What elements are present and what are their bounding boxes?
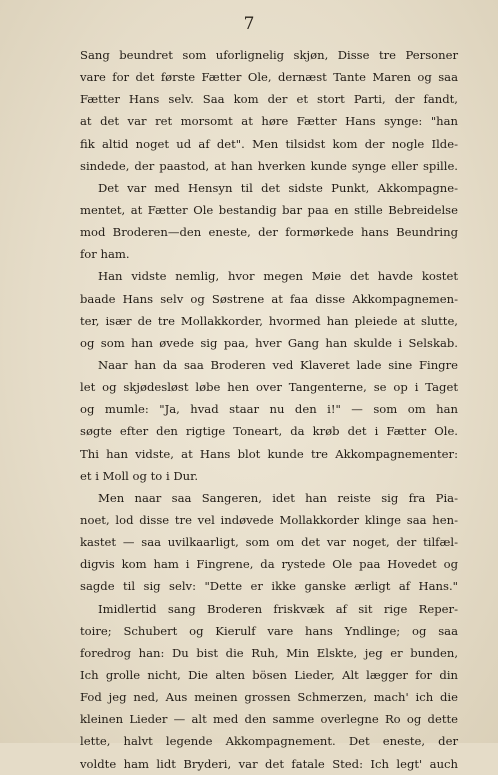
text-line: lette, halvt legende Akkompagnement. Det eneste, der [80, 734, 458, 749]
text-line: baade Hans selv og Søstrene at faa disse Akkompagnemen- [80, 291, 458, 306]
text-line: Sang beundret som uforlignelig skjøn, Disse tre Personer [80, 48, 458, 62]
text-line: og som han øvede sig paa, hver Gang han skulde i Selskab. [80, 335, 458, 350]
text-line: mod Broderen—den eneste, der formørkede hans Beundring [80, 225, 458, 240]
text-line: Fod jeg ned, Aus meinen grossen Schmerzen, mach' ich die [80, 690, 458, 705]
text-line: at det var ret morsomt at høre Fætter Hans synge: "han [80, 114, 458, 129]
text-line: Naar han da saa Broderen ved Klaveret lade sine Fingre [98, 357, 458, 372]
text-line: toire; Schubert og Kierulf vare hans Yndlinge; og saa [80, 623, 458, 638]
text-line: kastet — saa uvilkaarligt, som om det var noget, der tilfæl- [80, 535, 458, 550]
text-line: mentet, at Fætter Ole bestandig bar paa en stille Bebreidelse [80, 202, 458, 217]
text-line: voldte ham lidt Bryderi, var det fatale Sted: Ich legt' auch [80, 756, 458, 771]
text-line: sagde til sig selv: "Dette er ikke ganske ærligt af Hans." [80, 579, 458, 594]
text-line: foredrog han: Du bist die Ruh, Min Elskte, jeg er bunden, [80, 645, 458, 660]
text-line: Fætter Hans selv. Saa kom der et stort Parti, der fandt, [80, 92, 458, 107]
text-line: Imidlertid sang Broderen friskvæk af sit rige Reper- [98, 601, 458, 616]
text-line: Det var med Hensyn til det sidste Punkt, Akkompagne- [98, 180, 458, 195]
text-line: Ich grolle nicht, Die alten bösen Lieder, Alt lægger for din [80, 667, 458, 682]
text-line: ter, især de tre Mollakkorder, hvormed han pleiede at slutte, [80, 313, 458, 328]
text-line: let og skjødesløst løbe hen over Tangenterne, se op i Taget [80, 380, 458, 395]
text-line: Thi han vidste, at Hans blot kunde tre Akkompagnementer: [80, 446, 458, 461]
text-line: og mumle: "Ja, hvad staar nu den i!" — som om han [80, 402, 458, 417]
text-line: Han vidste nemlig, hvor megen Møie det havde kostet [98, 269, 458, 284]
text-line: et i Moll og to i Dur. [80, 468, 199, 483]
text-line: sindede, der paastod, at han hverken kunde synge eller spille. [80, 158, 458, 173]
text-line: noet, lod disse tre vel indøvede Mollakkorder klinge saa hen- [80, 512, 458, 527]
text-line: søgte efter den rigtige Toneart, da krøb det i Fætter Ole. [80, 424, 458, 439]
text-line: vare for det første Fætter Ole, dernæst Tante Maren og saa [80, 70, 458, 85]
body-text [80, 44, 458, 775]
text-line: Men naar saa Sangeren, idet han reiste sig fra Pia- [98, 490, 458, 505]
text-line: digvis kom ham i Fingrene, da rystede Ole paa Hovedet og [80, 557, 458, 572]
text-line: fik altid noget ud af det". Men tilsidst kom der nogle Ilde- [80, 136, 458, 151]
text-line: kleinen Lieder — alt med den samme overlegne Ro og dette [80, 712, 458, 727]
text-line: for ham. [80, 247, 130, 262]
page-number: 7 [243, 14, 255, 34]
